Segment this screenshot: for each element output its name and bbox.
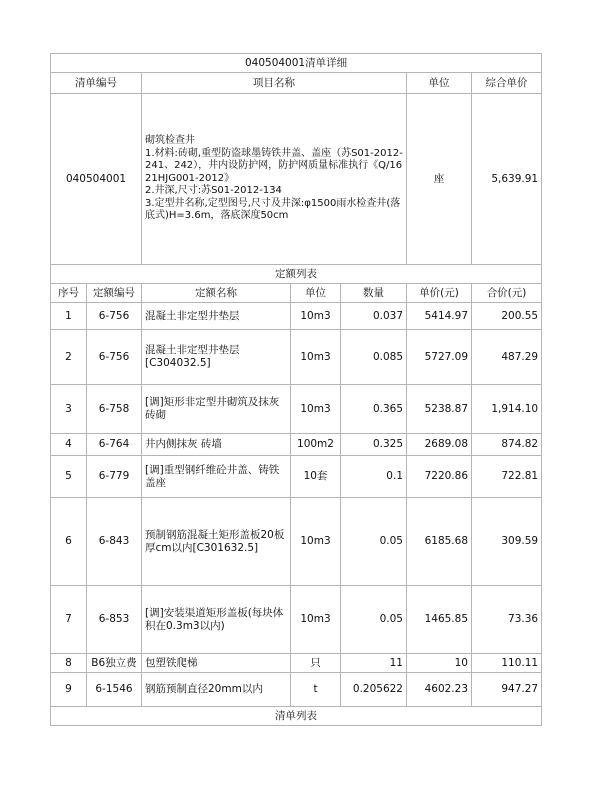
row-unit: 只: [291, 654, 341, 673]
quota-header-name: 定额名称: [142, 284, 291, 303]
row-unit: 10m3: [291, 498, 341, 586]
row-total: 309.59: [472, 498, 542, 586]
row-unit: 10m3: [291, 586, 341, 654]
desc-line: 2.井深,尺寸:苏S01-2012-134: [145, 185, 282, 197]
quota-list-title: 定额列表: [51, 265, 542, 284]
row-code: B6独立费: [87, 654, 142, 673]
row-name: 钢筋预制直径20mm以内: [142, 673, 291, 707]
table-row: [51, 434, 542, 456]
row-unit: 10套: [291, 456, 341, 498]
row-code: 6-853: [87, 586, 142, 654]
table-row: [51, 586, 542, 654]
row-total: 110.11: [472, 654, 542, 673]
bill-detail-table: [50, 53, 542, 726]
row-name: [调]安装渠道矩形盖板(每块体积在0.3m3以内): [142, 586, 291, 654]
table-row: [51, 456, 542, 498]
item-description: [142, 94, 407, 265]
row-seq: 1: [51, 303, 87, 330]
table-row: [51, 330, 542, 385]
row-seq: 5: [51, 456, 87, 498]
item-unit: 座: [407, 94, 472, 265]
row-seq: 9: [51, 673, 87, 707]
row-qty: 0.365: [341, 385, 407, 434]
table-row: [51, 385, 542, 434]
row-unit: t: [291, 673, 341, 707]
row-total: 73.36: [472, 586, 542, 654]
row-seq: 2: [51, 330, 87, 385]
row-price: 5238.87: [407, 385, 472, 434]
row-total: 874.82: [472, 434, 542, 456]
row-name: [调]重型钢纤维砼井盖、铸铁盖座: [142, 456, 291, 498]
row-unit: 10m3: [291, 385, 341, 434]
row-qty: 0.1: [341, 456, 407, 498]
row-name: [调]矩形非定型井砌筑及抹灰 砖砌: [142, 385, 291, 434]
quota-header-price: 单价(元): [407, 284, 472, 303]
row-qty: 0.205622: [341, 673, 407, 707]
item-code: 040504001: [51, 94, 142, 265]
row-qty: 0.05: [341, 498, 407, 586]
row-qty: 0.037: [341, 303, 407, 330]
row-total: 722.81: [472, 456, 542, 498]
table-row: [51, 498, 542, 586]
row-code: 6-1546: [87, 673, 142, 707]
row-seq: 7: [51, 586, 87, 654]
bill-list-title: 清单列表: [51, 707, 542, 726]
quota-header-unit: 单位: [291, 284, 341, 303]
row-name: 混凝土非定型井垫层[C304032.5]: [142, 330, 291, 385]
desc-line: 1.材料:砖砌,重型防盗球墨铸铁井盖、盖座（苏S01-2012-241、242），井内设防护网，防护网质量标准执行《Q/1621HJG001-2012》: [145, 147, 403, 184]
table-row: [51, 303, 542, 330]
quota-header-qty: 数量: [341, 284, 407, 303]
row-code: 6-756: [87, 330, 142, 385]
row-qty: 11: [341, 654, 407, 673]
row-unit: 10m3: [291, 330, 341, 385]
row-name: 预制钢筋混凝土矩形盖板20板厚cm以内[C301632.5]: [142, 498, 291, 586]
row-total: 487.29: [472, 330, 542, 385]
row-code: 6-843: [87, 498, 142, 586]
desc-line: 3.定型井名称,定型图号,尺寸及井深:φ1500雨水检查井(落底式)H=3.6m，落底深度50cm: [145, 197, 401, 222]
row-seq: 4: [51, 434, 87, 456]
row-seq: 8: [51, 654, 87, 673]
col-header-code: 清单编号: [51, 73, 142, 94]
sheet-title: 040504001清单详细: [51, 54, 542, 73]
row-unit: 100m2: [291, 434, 341, 456]
col-header-unit: 单位: [407, 73, 472, 94]
row-price: 1465.85: [407, 586, 472, 654]
row-code: 6-758: [87, 385, 142, 434]
row-total: 200.55: [472, 303, 542, 330]
row-price: 7220.86: [407, 456, 472, 498]
row-price: 5727.09: [407, 330, 472, 385]
row-price: 5414.97: [407, 303, 472, 330]
quota-header-total: 合价(元): [472, 284, 542, 303]
table-row: [51, 673, 542, 707]
row-code: 6-756: [87, 303, 142, 330]
row-qty: 0.05: [341, 586, 407, 654]
row-code: 6-764: [87, 434, 142, 456]
desc-line: 砌筑检查井: [145, 135, 195, 147]
row-name: 包塑铁爬梯: [142, 654, 291, 673]
row-qty: 0.085: [341, 330, 407, 385]
quota-header-code: 定额编号: [87, 284, 142, 303]
table-row: [51, 654, 542, 673]
quota-header-seq: 序号: [51, 284, 87, 303]
row-total: 1,914.10: [472, 385, 542, 434]
row-price: 6185.68: [407, 498, 472, 586]
row-price: 10: [407, 654, 472, 673]
row-total: 947.27: [472, 673, 542, 707]
row-price: 2689.08: [407, 434, 472, 456]
row-price: 4602.23: [407, 673, 472, 707]
item-price: 5,639.91: [472, 94, 542, 265]
col-header-name: 项目名称: [142, 73, 407, 94]
row-seq: 6: [51, 498, 87, 586]
row-qty: 0.325: [341, 434, 407, 456]
row-name: 混凝土非定型井垫层: [142, 303, 291, 330]
row-code: 6-779: [87, 456, 142, 498]
row-unit: 10m3: [291, 303, 341, 330]
row-seq: 3: [51, 385, 87, 434]
col-header-price: 综合单价: [472, 73, 542, 94]
row-name: 井内侧抹灰 砖墙: [142, 434, 291, 456]
